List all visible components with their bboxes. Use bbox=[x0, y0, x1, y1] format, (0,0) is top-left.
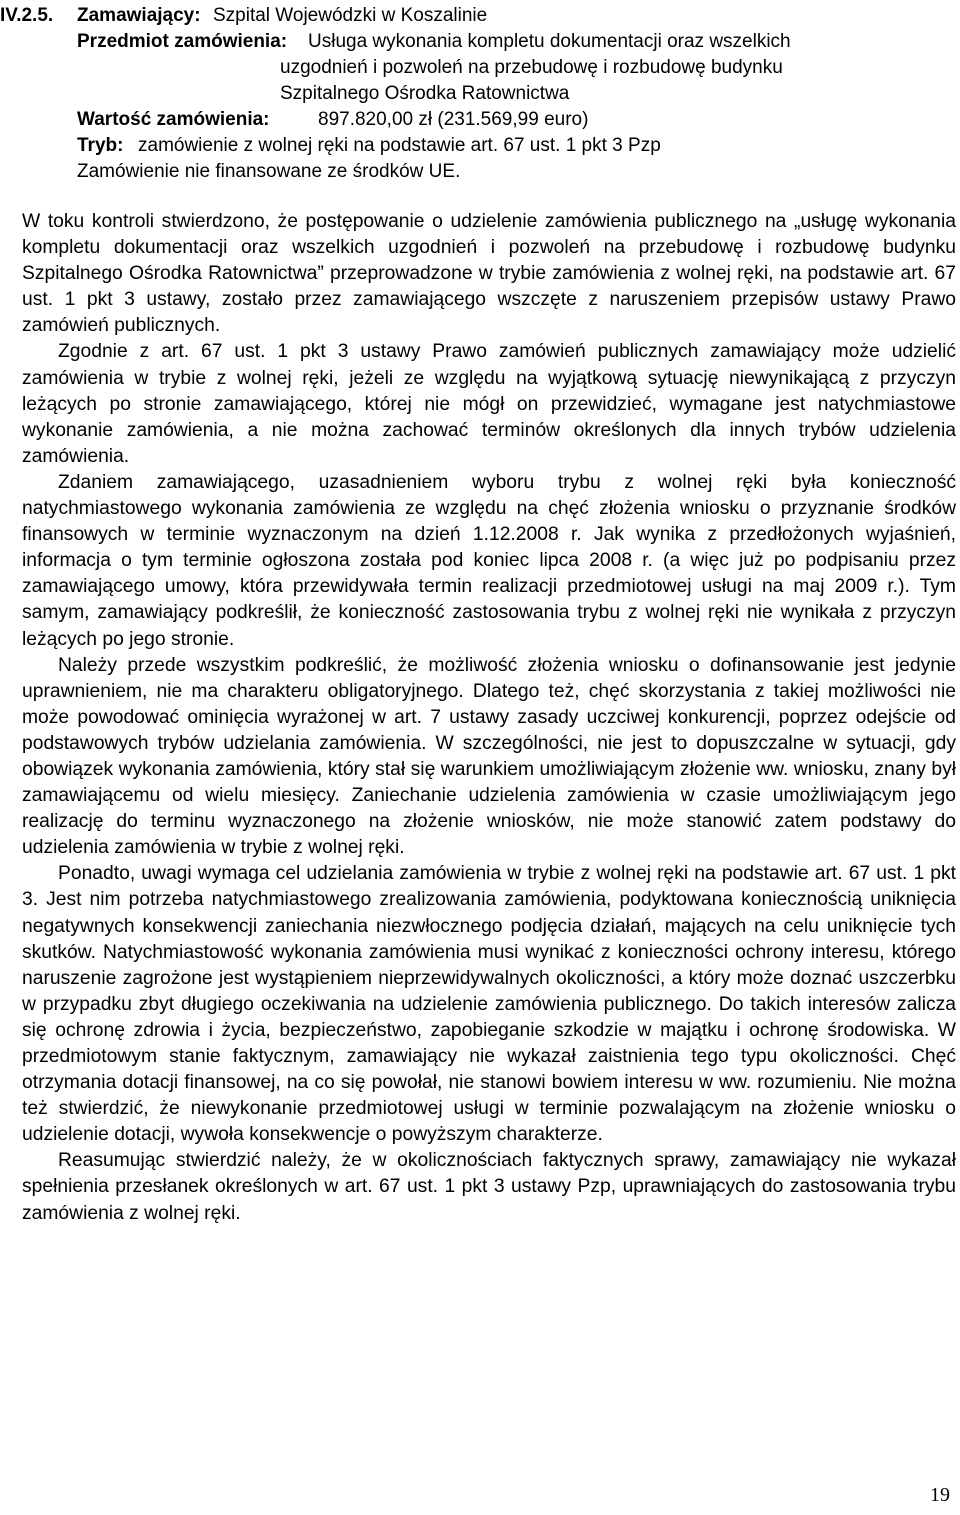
paragraph-conclusion: Reasumując stwierdzić należy, że w okolicznościach faktycznych sprawy, zamawiający nie wykazał spełnienia przesłanek określonych w art. 67 ust. 1 pkt 3 ustawy Pzp, uprawniających do zastosowania trybu zamówienia z wolnej ręki. bbox=[22, 1150, 956, 1224]
value-label: Wartość zamówienia: bbox=[77, 109, 270, 130]
header-line-ordering bbox=[0, 3, 960, 29]
header-line-mode bbox=[0, 133, 960, 159]
paragraph-justification: Zdaniem zamawiającego, uzasadnieniem wyboru trybu z wolnej ręki była konieczność natychmiastowego wykonania zamówienia ze względu na chęć złożenia wniosku o przyznanie środków finansowych w terminie wyznaczonym na dzień 1.12.2008 r. Jak wynika z przedłożonych wyjaśnień, informacja o tym terminie ogłoszona została pod koniec lipca 2008 r. (a więc już po podpisaniu przez zamawiającego umowy, która przewidywała termin realizacji przedmiotowej usługi na maj 2009 r.). Tym samym, zamawiający podkreślił, że konieczność zastosowania trybu z wolnej ręki nie wynikała z przyczyn leżących po jego stronie. bbox=[22, 471, 956, 650]
header-line-funding bbox=[0, 159, 960, 185]
document-body bbox=[22, 209, 956, 1227]
funding-text: Zamówienie nie finansowane ze środków UE. bbox=[77, 161, 461, 182]
subject-line-2: uzgodnień i pozwoleń na przebudowę i rozbudowę budynku bbox=[280, 57, 783, 78]
header-line-value bbox=[0, 107, 960, 133]
paragraph-findings: W toku kontroli stwierdzono, że postępowanie o udzielenie zamówienia publicznego na „usługę wykonania kompletu dokumentacji oraz wszelkich uzgodnień i pozwoleń na przebudowę i rozbudowę budynku Szpitalnego Ośrodka Ratownictwa” przeprowadzone w trybie zamówienia z wolnej ręki, na podstawie art. 67 ust. 1 pkt 3 ustawy, zostało przez zamawiającego wszczęte z naruszeniem przepisów ustawy Prawo zamówień publicznych. bbox=[22, 211, 956, 337]
paragraph-legal-basis: Zgodnie z art. 67 ust. 1 pkt 3 ustawy Prawo zamówień publicznych zamawiający może udzielić zamówienia w trybie z wolnej ręki, jeżeli ze względu na wyjątkową sytuację niewynikającą z przyczyn leżących po stronie zamawiającego, której nie mógł on przewidzieć, wymagane jest natychmiastowe wykonanie zamówienia, a nie można zachować terminów określonych dla innych trybów udzielenia zamówienia. bbox=[22, 341, 956, 467]
header-line-subject-2 bbox=[0, 55, 960, 81]
section-number: IV.2.5. bbox=[0, 5, 54, 26]
subject-line-3: Szpitalnego Ośrodka Ratownictwa bbox=[280, 83, 570, 104]
page-number: 19 bbox=[930, 1484, 950, 1506]
ordering-party-label: Zamawiający: bbox=[77, 5, 201, 26]
header-line-subject-3 bbox=[0, 81, 960, 107]
procurement-header bbox=[0, 3, 960, 185]
paragraph-assessment: Należy przede wszystkim podkreślić, że możliwość złożenia wniosku o dofinansowanie jest jedynie uprawnieniem, nie ma charakteru obligatoryjnego. Dlatego też, chęć skorzystania z takiej możliwości nie może powodować ominięcia wyrażonej w art. 7 ustawy zasady uczciwej konkurencji, poprzez odejście od podstawowych trybów udzielania zamówienia. W szczególności, nie jest to dopuszczalne w sytuacji, gdy obowiązek wykonania zamówienia, który stał się warunkiem umożliwiającym złożenie ww. wniosku, znany był zamawiającemu od wielu miesięcy. Zaniechanie udzielenia zamówienia w czasie umożliwiającym jego realizację do terminu wyznaczonego na złożenie wniosków, nie może stanowić zatem podstawy do udzielenia zamówienia w trybie z wolnej ręki. bbox=[22, 654, 956, 859]
mode-label: Tryb: bbox=[77, 135, 124, 156]
header-line-subject bbox=[0, 29, 960, 55]
subject-label: Przedmiot zamówienia: bbox=[77, 31, 288, 52]
ordering-party-value: Szpital Wojewódzki w Koszalinie bbox=[213, 5, 488, 26]
paragraph-purpose: Ponadto, uwagi wymaga cel udzielania zamówienia w trybie z wolnej ręki na podstawie art. 67 ust. 1 pkt 3. Jest nim potrzeba natychmiastowego zrealizowania zamówienia, podyktowana koniecznością uniknięcia negatywnych konsekwencji zaniechania niezwłocznego podjęcia działań, mających na celu uniknięcie tych skutków. Natychmiastowość wykonania zamówienia musi wynikać z konieczności ochrony interesu, którego naruszenie zagrożone jest wystąpieniem nieprzewidywalnych okoliczności, a który może doznać uszczerbku w przypadku zbyt długiego oczekiwania na udzielenie zamówienia publicznego. Do takich interesów zalicza się ochronę zdrowia i życia, bezpieczeństwo, zapobieganie szkodzie w majątku i ochronę środowiska. W przedmiotowym stanie faktycznym, zamawiający nie wykazał zaistnienia tego typu okoliczności. Chęć otrzymania dotacji finansowej, na co się powołał, nie stanowi bowiem interesu w ww. rozumieniu. Nie można też stwierdzić, że niewykonanie przedmiotowej usługi w terminie pozwalającym na złożenie wniosku o udzielenie dotacji, wywoła konsekwencje o powyższym charakterze. bbox=[22, 863, 956, 1146]
value-text: 897.820,00 zł (231.569,99 euro) bbox=[318, 109, 589, 130]
mode-text: zamówienie z wolnej ręki na podstawie art. 67 ust. 1 pkt 3 Pzp bbox=[138, 135, 661, 156]
subject-line-1: Usługa wykonania kompletu dokumentacji oraz wszelkich bbox=[308, 31, 791, 52]
